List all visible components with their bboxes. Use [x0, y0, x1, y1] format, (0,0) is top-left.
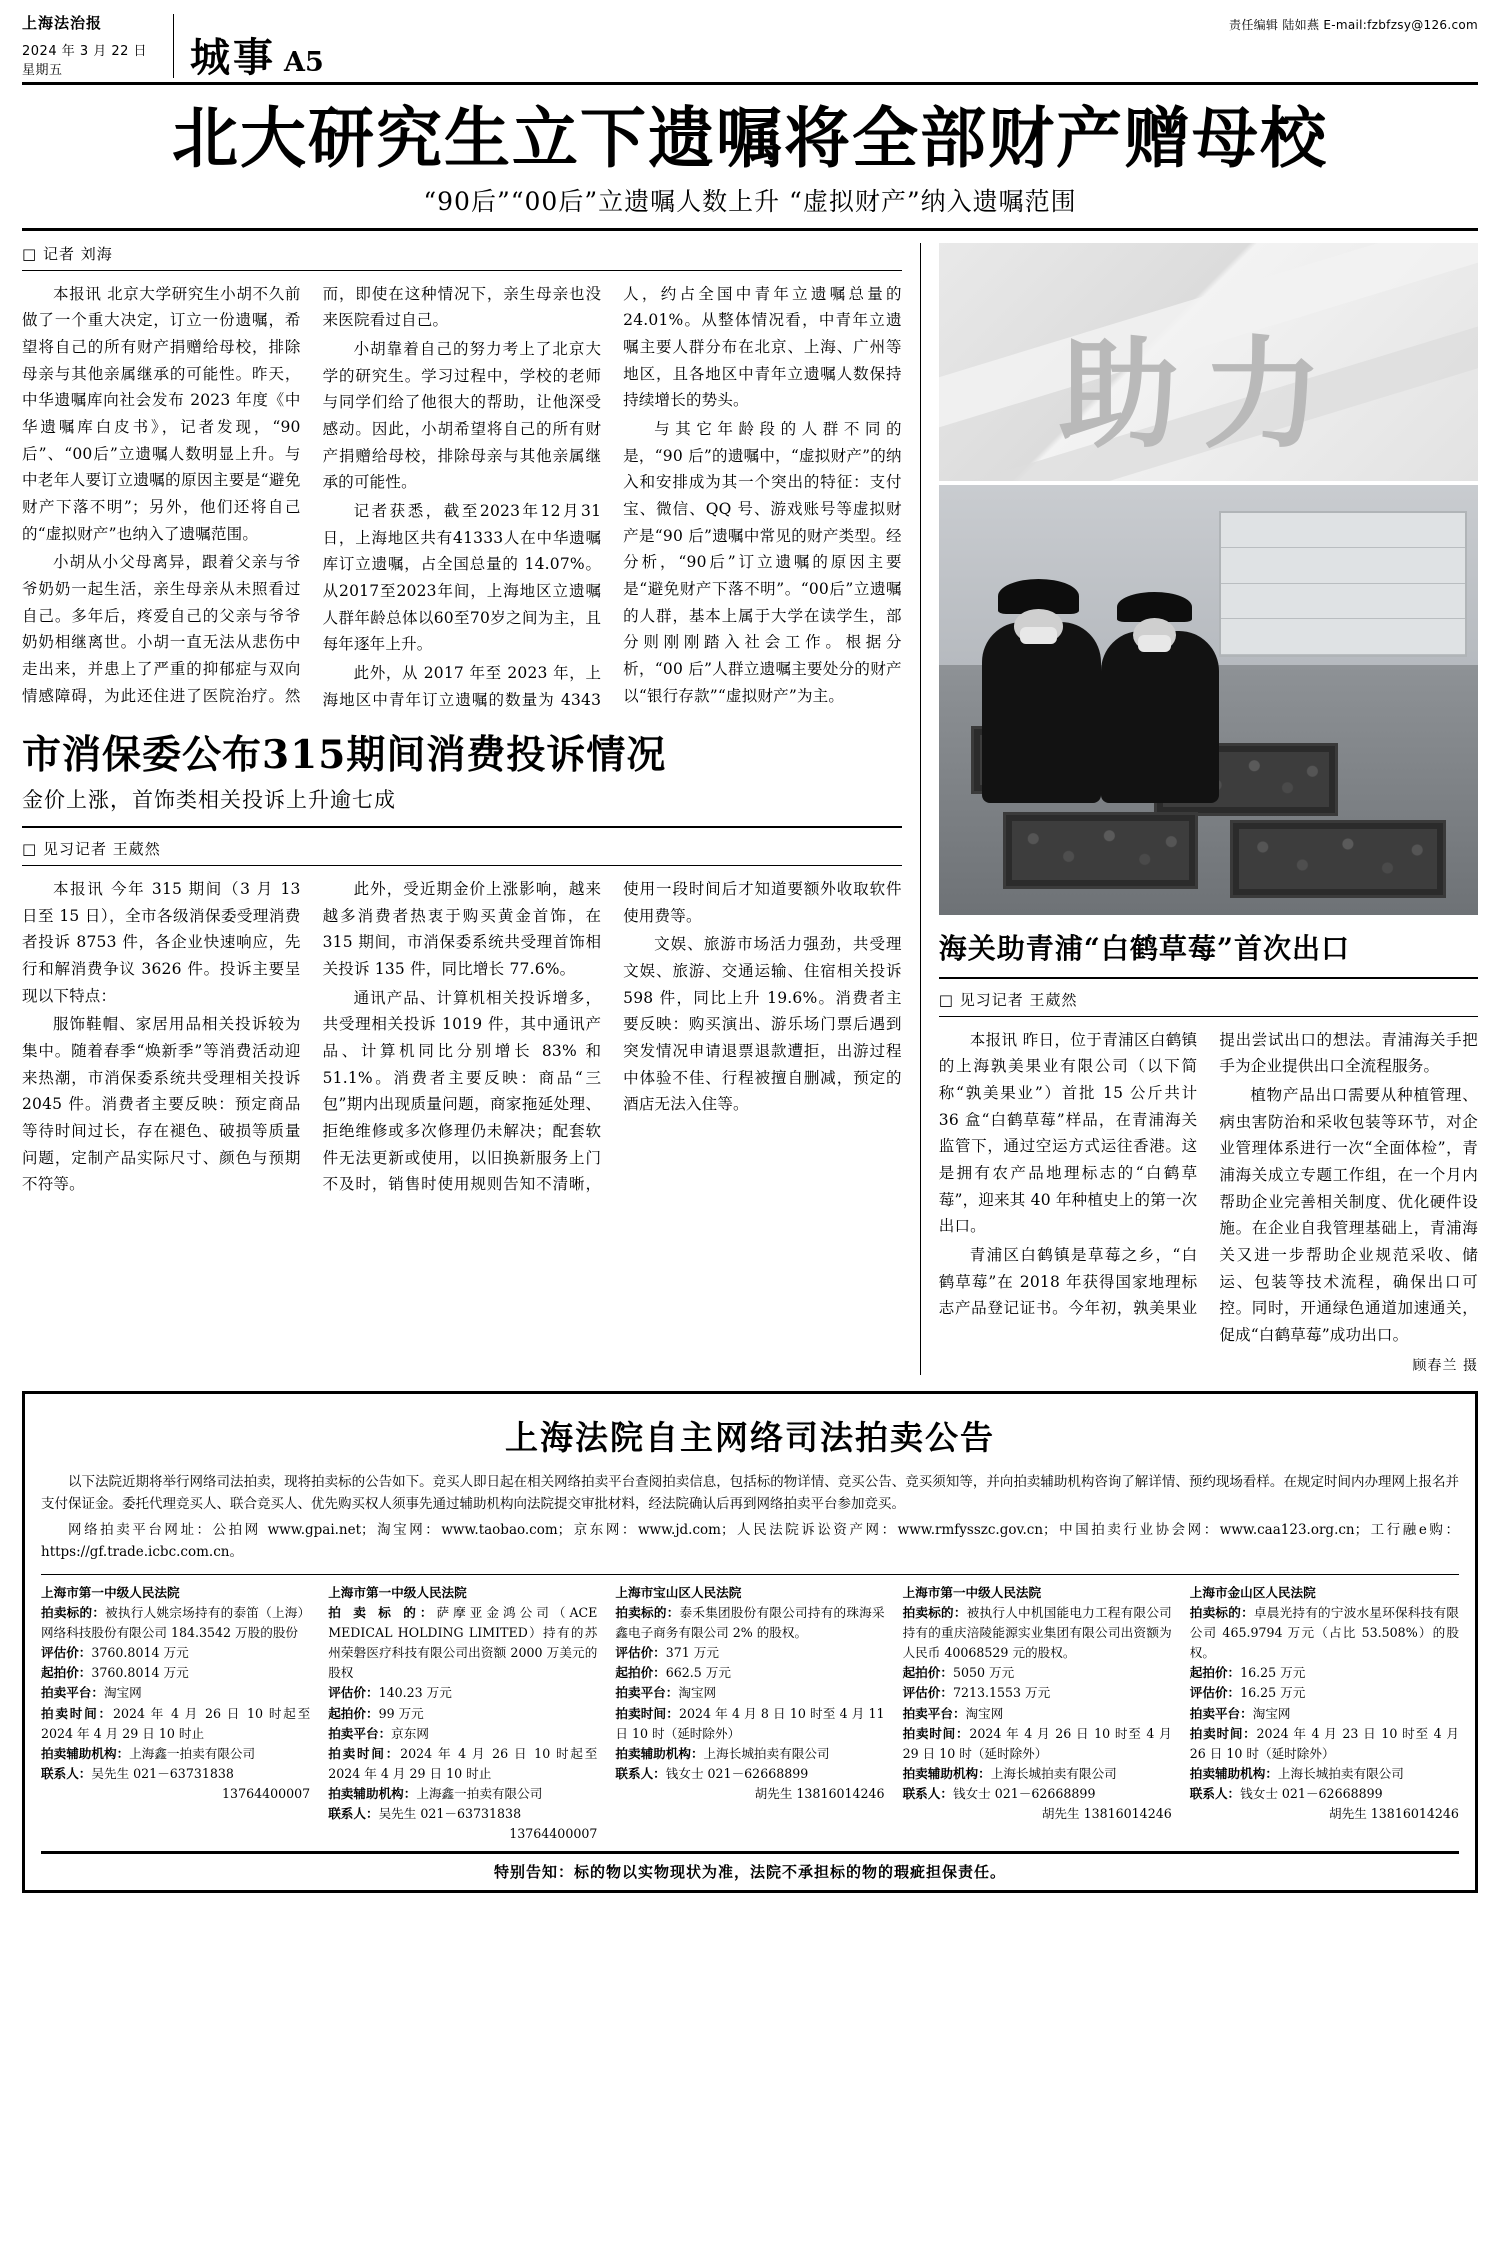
section-name: 城事: [190, 33, 276, 81]
auction-notice-intro: [41, 1471, 1459, 1564]
auction-field: 拍卖标的：被执行人中机国能电力工程有限公司持有的重庆涪陵能源实业集团有限公司出资额为人民币 40068529 元的股权。: [902, 1604, 1172, 1661]
auction-field: 拍卖辅助机构：上海鑫一拍卖有限公司: [41, 1745, 256, 1761]
auction-field: 拍卖时间：2024 年 4 月 26 日 10 时至 4 月 29 日 10 时（延时除外）: [902, 1725, 1172, 1761]
auction-field: 联系人：钱女士 021－62668899: [1189, 1786, 1383, 1802]
auction-field: 起拍价：5050 万元: [902, 1665, 1015, 1681]
paragraph: 本报讯 昨日，位于青浦区白鹤镇的上海孰美果业有限公司（以下简称“孰美果业”）首批 15 公斤共计 36 盒“白鹤草莓”样品，在青浦海关监管下，通过空运方式运往香港。这是拥有农产品地理标志的“白鹤草莓”，迎来其 40 年种植史上的第一次出口。: [938, 1030, 1198, 1236]
auction-notice-footer: 特别告知：标的物以实物现状为准，法院不承担标的物的瑕疵担保责任。: [41, 1851, 1459, 1882]
auction-notice: [22, 1391, 1478, 1893]
auction-field: 拍卖平台：淘宝网: [41, 1685, 142, 1701]
auction-field: 拍卖辅助机构：上海鑫一拍卖有限公司: [328, 1786, 543, 1802]
page-number: A5: [284, 46, 324, 78]
page-title: 北大研究生立下遗嘱将全部财产赠母校: [172, 98, 1328, 177]
auction-field: 拍卖时间：2024 年 4 月 8 日 10 时至 4 月 11 日 10 时（延时除外）: [615, 1705, 885, 1741]
publication-date: 2024 年 3 月 22 日 星期五: [22, 43, 148, 78]
auction-field: 拍卖标的：卓晨光持有的宁波水星环保科技有限公司 465.9794 万元（占比 53.508%）的股权。: [1189, 1604, 1459, 1661]
auction-field: 联系人：钱女士 021－62668899: [615, 1765, 809, 1781]
masthead: [22, 14, 1478, 85]
auction-field: 胡先生 13816014246: [1329, 1806, 1459, 1822]
paragraph: 此外，从 2017 年至 2023 年，上海地区中青年订立遗嘱的数量为 4343 人，约占全国中青年立遗嘱总量的 24.01%。从整体情况看，中青年立遗嘱主要人群分布在北京、上海、广州等地区，且各地区中青年立遗嘱人数保持持续增长的势头。: [322, 284, 902, 709]
auction-field: 拍卖平台：京东网: [328, 1725, 429, 1741]
right-column-block: [921, 243, 1478, 1375]
paragraph: 以下法院近期将举行网络司法拍卖，现将拍卖标的公告如下。竞买人即日起在相关网络拍卖平台查阅拍卖信息，包括标的物详情、竞买公告、竞买须知等，并向拍卖辅助机构咨询了解详情、预约现场看样。在规定时间内办理网上报名并支付保证金。委托代理竞买人、联合竞买人、优先购买权人须事先通过辅助机构向法院提交审批材料，经法院确认后再到网络拍卖平台参加竞买。: [41, 1473, 1459, 1512]
auction-court: 上海市第一中级人民法院: [902, 1584, 1042, 1600]
masthead-left: [22, 14, 174, 78]
paragraph: 记者获悉，截至2023年12月31日，上海地区共有41333人在中华遗嘱库订立遗嘱，占全国总量的 14.07%。从2017至2023年间，上海地区立遗嘱人群年龄总体以60至70岁之间为主，且每年逐年上升。: [322, 502, 602, 654]
paragraph: 植物产品出口需要从种植管理、病虫害防治和采收包装等环节，对企业管理体系进行一次“全面体检”，青浦海关成立专题工作组，在一个月内帮助企业完善相关制度、优化硬件设施。在企业自我管理基础上，青浦海关又进一步帮助企业规范采收、储运、包装等技术流程，确保出口可控。同时，开通绿色通道加速通关，促成“白鹤草莓”成功出口。: [1219, 1086, 1478, 1344]
left-column-block: [22, 243, 921, 1375]
auction-field: 胡先生 13816014246: [754, 1786, 885, 1802]
second-story-headline: 市消保委公布315期间消费投诉情况: [22, 732, 667, 779]
auction-court: 上海市宝山区人民法院: [615, 1584, 742, 1600]
paragraph: 服饰鞋帽、家居用品相关投诉较为集中。随着春季“焕新季”等消费活动迎来热潮，市消保委系统共受理相关投诉 2045 件。消费者主要反映：预定商品等待时间过长，存在褪色、破损等质量问题，定制产品实际尺寸、颜色与预期不符等。: [22, 1015, 301, 1194]
photo-berry-tray: [1003, 812, 1197, 889]
auction-field: 拍卖辅助机构：上海长城拍卖有限公司: [1189, 1765, 1404, 1781]
auction-field: 联系人：钱女士 021－62668899: [902, 1786, 1096, 1802]
paragraph: 本报讯 北京大学研究生小胡不久前做了一个重大决定，订立一份遗嘱，希望将自己的所有财产捐赠给母校，排除母亲与其他亲属继承的可能性。昨天，中华遗嘱库向社会发布 2023 年度《中华遗嘱库白皮书》，记者发现，“90后”、“00后”立遗嘱人数明显上升。与中老年人要订立遗嘱的原因主要是“避免财产下落不明”；另外，他们还将自己的“虚拟财产”也纳入了遗嘱范围。: [22, 284, 301, 543]
auction-lot: [1190, 1583, 1459, 1825]
auction-field: 13764400007: [509, 1826, 598, 1842]
paragraph: 小胡从小父母离异，跟着父亲与爷爷奶奶一起生活，亲生母亲从未照看过自己。多年后，疼爱自己的父亲与爷爷奶奶相继离世。小胡一直无法从悲伤中走出来，并患上了严重的抑郁症与双向情感障碍，为此还住进了医院治疗。然而，即使在这种情况下，亲生母亲也没来医院看过自己。: [22, 284, 602, 705]
decorative-artwork: [939, 243, 1478, 481]
paragraph: 文娱、旅游市场活力强劲，共受理文娱、旅游、交通运输、住宿相关投诉 598 件，同比上升 19.6%。消费者主要反映：购买演出、游乐场门票后遇到突发情况申请退票退款遭拒，出游过程中体验不佳、行程被擅自删减，预定的酒店无法入住等。: [623, 935, 902, 1114]
auction-field: 拍卖辅助机构：上海长城拍卖有限公司: [902, 1765, 1117, 1781]
auction-field: 拍 卖 标 的：萨摩亚金鸿公司（ACE MEDICAL HOLDING LIMITED）持有的苏州荣磐医疗科技有限公司出资额 2000 万美元的股权: [328, 1604, 598, 1681]
photo-caption-title: 海关助青浦“白鹤草莓”首次出口: [938, 931, 1350, 965]
editor-info: 责任编辑 陆如燕 E-mail:fzbfzsy@126.com: [1229, 18, 1478, 32]
auction-field: 评估价：16.25 万元: [1189, 1685, 1306, 1701]
auction-field: 拍卖平台：淘宝网: [615, 1685, 717, 1701]
artwork-character: 助力: [1058, 323, 1347, 465]
auction-lot: [615, 1583, 884, 1805]
auction-field: 拍卖标的：被执行人姚宗场持有的泰笛（上海）网络科技股份有限公司 184.3542 万股的股份: [41, 1604, 311, 1640]
photo-berry-tray: [1230, 820, 1446, 897]
news-photo: [939, 485, 1478, 915]
photo-officer-mask: [1020, 627, 1058, 644]
auction-field: 拍卖辅助机构：上海长城拍卖有限公司: [615, 1745, 830, 1761]
second-story-byline: [22, 838, 902, 866]
auction-lot: [41, 1583, 310, 1805]
auction-field: 起拍价：662.5 万元: [615, 1665, 731, 1681]
auction-field: 拍卖标的：泰禾集团股份有限公司持有的珠海采鑫电子商务有限公司 2% 的股权。: [615, 1604, 885, 1640]
auction-field: 联系人：吴先生 021－63731838: [41, 1765, 234, 1781]
auction-field: 13764400007: [222, 1786, 311, 1802]
auction-field: 评估价：7213.1553 万元: [902, 1685, 1051, 1701]
auction-field: 起拍价：16.25 万元: [1189, 1665, 1306, 1681]
auction-lot-list: [41, 1574, 1459, 1845]
byline-text: □ 记者 刘海: [22, 244, 113, 263]
auction-field: 评估价：3760.8014 万元: [41, 1645, 189, 1661]
paragraph: 本报讯 今年 315 期间（3 月 13 日至 15 日），全市各级消保委受理消费者投诉 8753 件，各企业快速响应，先行和解消费争议 3626 件。投诉主要呈现以下特点：: [22, 880, 301, 1005]
photo-credit: 顾春兰 摄: [1412, 1357, 1478, 1374]
divider-photo-story: [939, 977, 1478, 979]
paragraph: 与其它年龄段的人群不同的是，“90 后”的遗嘱中，“虚拟财产”的纳入和安排成为其一个突出的特征：支付宝、微信、QQ 号、游戏账号等虚拟财产是“90 后”遗嘱中常见的财产类型。经分析，“90后”订立遗嘱的原因主要是“避免财产下落不明”。“00后”立遗嘱的人群，基本上属于大学在读学生，部分则刚刚踏入社会工作。根据分析，“00 后”人群立遗嘱主要处分的财产以“银行存款”“虚拟财产”为主。: [623, 420, 902, 705]
photo-officer: [1101, 631, 1220, 803]
auction-field: 评估价：371 万元: [615, 1645, 719, 1661]
paragraph: 此外，受近期金价上涨影响，越来越多消费者热衷于购买黄金首饰，在 315 期间，市消保委系统共受理首饰相关投诉 135 件，同比增长 77.6%。: [322, 880, 602, 979]
publication-logo: 上海法治报: [22, 14, 103, 32]
photo-story-byline: [939, 989, 1478, 1017]
auction-field: 评估价：140.23 万元: [328, 1685, 452, 1701]
body-columns: [22, 243, 1478, 1375]
lead-story-body: [22, 281, 902, 714]
auction-field: 起拍价：3760.8014 万元: [41, 1665, 189, 1681]
auction-field: 拍卖时间：2024 年 4 月 26 日 10 时起至 2024 年 4 月 29 日 10 时止: [41, 1705, 311, 1741]
byline-text: □ 见习记者 王葳然: [22, 840, 161, 859]
second-story-body: [22, 876, 902, 1198]
auction-lot: [328, 1583, 597, 1845]
divider-second-story: [22, 826, 902, 828]
auction-court: 上海市第一中级人民法院: [328, 1584, 467, 1600]
auction-field: 联系人：吴先生 021－63731838: [328, 1806, 522, 1822]
auction-court: 上海市金山区人民法院: [1189, 1584, 1316, 1600]
byline-text: □ 见习记者 王葳然: [938, 990, 1078, 1009]
paragraph: 青浦区白鹤镇是草莓之乡，“白鹤草莓”在 2018 年获得国家地理标志产品登记证书。今年初，孰美果业提出尝试出口的想法。青浦海关手把手为企业提供出口全流程服务。: [938, 1030, 1478, 1318]
auction-field: 胡先生 13816014246: [1041, 1806, 1172, 1822]
photo-officer: [982, 622, 1101, 803]
auction-court: 上海市第一中级人民法院: [41, 1584, 180, 1600]
auction-field: 拍卖时间：2024 年 4 月 23 日 10 时至 4 月 26 日 10 时（延时除外）: [1189, 1725, 1459, 1761]
auction-field: 起拍价：99 万元: [328, 1705, 424, 1721]
lead-subheadline: “90后”“00后”立遗嘱人数上升 “虚拟财产”纳入遗嘱范围: [423, 186, 1077, 216]
lead-byline: [22, 243, 902, 271]
auction-field: 拍卖平台：淘宝网: [1189, 1705, 1291, 1721]
auction-field: 拍卖时间：2024 年 4 月 26 日 10 时起至 2024 年 4 月 29 日 10 时止: [328, 1745, 598, 1781]
auction-field: 拍卖平台：淘宝网: [902, 1705, 1004, 1721]
auction-notice-title: 上海法院自主网络司法拍卖公告: [505, 1417, 995, 1457]
photo-story-body: [939, 1027, 1478, 1349]
paragraph: 通讯产品、计算机相关投诉增多，共受理相关投诉 1019 件，其中通讯产品、计算机同比分别增长 83% 和 51.1%。消费者主要反映：商品“三包”期内出现质量问题，商家拖延处理、拒绝维修或多次修理仍未解决；配套软件无法更新或使用，以旧换新服务上门不及时，销售时使用规则告知不清晰，使用一段时间后才知道要额外收取软件使用费等。: [322, 880, 902, 1194]
paragraph: 小胡靠着自己的努力考上了北京大学的研究生。学习过程中，学校的老师与同学们给了他很大的帮助，让他深受感动。因此，小胡希望将自己的所有财产捐赠给母校，排除母亲与其他亲属继承的可能性。: [322, 340, 602, 492]
paragraph: 网络拍卖平台网址：公拍网 www.gpai.net；淘宝网：www.taobao.com；京东网：www.jd.com；人民法院诉讼资产网：www.rmfysszc.gov.cn；中国拍卖行业协会网：www.caa123.org.cn；工行融e购：https://gf.trade.icbc.com.cn。: [41, 1522, 1459, 1561]
section-title-group: [174, 14, 324, 81]
photo-officer-mask: [1138, 635, 1170, 652]
second-story-subheadline: 金价上涨，首饰类相关投诉上升逾七成: [22, 788, 396, 813]
auction-lot: [903, 1583, 1172, 1825]
divider-top: [22, 228, 1478, 231]
photo-shelf: [1219, 511, 1467, 657]
